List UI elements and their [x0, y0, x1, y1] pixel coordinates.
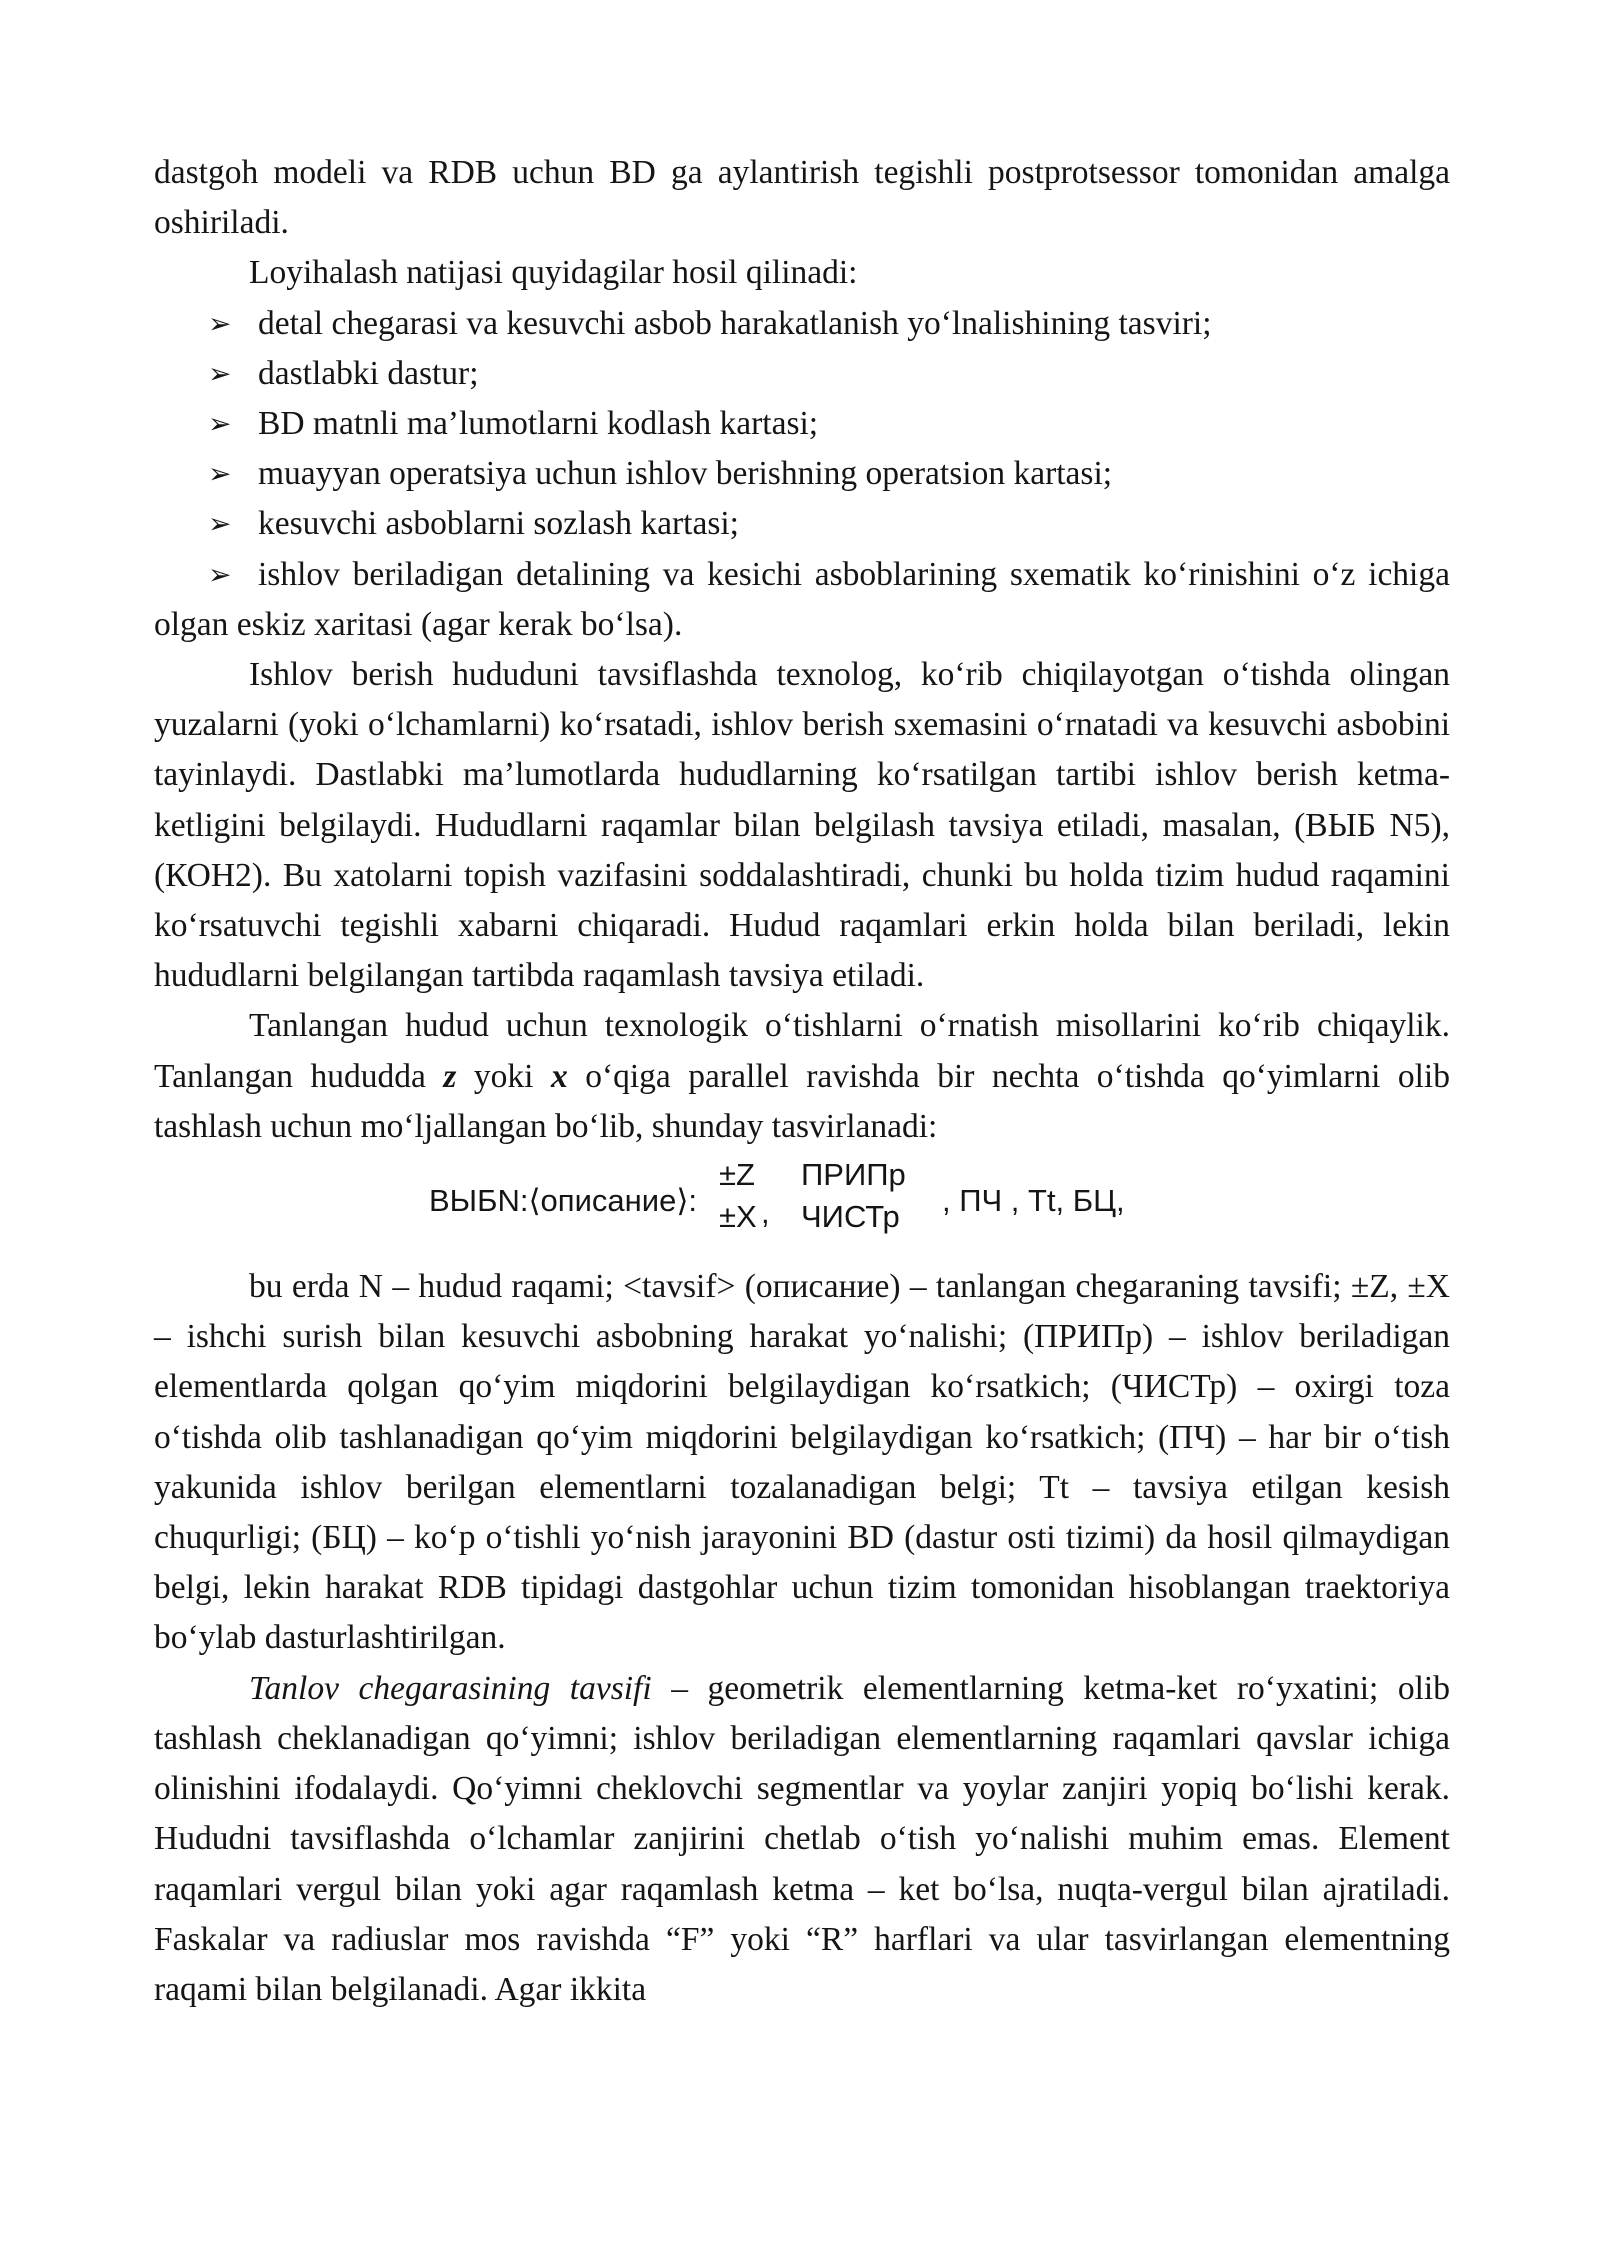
- paragraph-notation-legend: bu erda N – hudud raqami; <tavsif> (описание) – tanlangan chegaraning tavsifi; ±Z, ±X – ishchi surish bilan kesuvchi asbobning harakat yo‘nalishi; (ПРИПр) – ishlov beriladigan elementlarda qolgan qo‘yim miqdorini belgilaydigan ko‘rsatkich; (ЧИСТр) – oxirgi toza o‘tishda olib tashlanadigan qo‘yim miqdorini belgilaydigan ko‘rsatkich; (ПЧ) – har bir o‘tish yakunida ishlov berilgan elementlarni tozalanadigan belgi; Tt – tavsiya etilgan kesish chuqurligi; (БЦ) – ko‘p o‘tishli yo‘nish jarayonini BD (dastur osti tizimi) da hosil qilmaydigan belgi, lekin harakat RDB tipidagi dastgohlar uchun tizim tomonidan hisoblangan traektoriya bo‘ylab dasturlashtirilgan.: [154, 1268, 1450, 1657]
- axis-z-symbol: z: [443, 1057, 457, 1095]
- list-item: [154, 449, 1450, 499]
- list-item: [154, 550, 1450, 650]
- paragraph-zone-description: Ishlov berish hududuni tavsiflashda texnolog, ko‘rib chiqilayotgan o‘tishda olingan yuzalarni (yoki o‘lchamlarni) ko‘rsatadi, ishlov berish sxemasini o‘rnatadi va kesuvchi asbobini tayinlaydi. Dastlabki ma’lumotlarda hududlarning ko‘rsatilgan tartibi ishlov berish ketma-ketligini belgilaydi. Hududlarni raqamlar bilan belgilash tavsiya etiladi, masalan, (ВЫБ N5), (КОН2). Bu xatolarni topish vazifasini soddalashtiradi, chunki bu holda tizim hudud raqamini ko‘rsatuvchi tegishli xabarni chiqaradi. Hudud raqamlari erkin holda bilan beriladi, lekin hududlarni belgilangan tartibda raqamlash tavsiya etiladi.: [154, 656, 1450, 995]
- arrowhead-bullet-icon: ➢: [208, 507, 232, 541]
- list-item-text: ishlov beriladigan detalining va kesichi asboblarining sxematik ko‘rinishini o‘z ichiga olgan eskiz xaritasi (agar kerak bo‘lsa).: [154, 555, 1450, 643]
- arrowhead-bullet-icon: ➢: [208, 457, 232, 491]
- text-run: yoki: [456, 1057, 551, 1095]
- arrowhead-bullet-icon: ➢: [208, 557, 232, 591]
- formula: [154, 1152, 1450, 1262]
- paragraph-results-intro: Loyihalash natijasi quyidagilar hosil qilinadi:: [249, 254, 858, 292]
- formula-denominator-finish: ЧИСТр: [801, 1199, 900, 1235]
- arrowhead-bullet-icon: ➢: [208, 356, 232, 390]
- list-item: [154, 349, 1450, 399]
- list-item: [154, 399, 1450, 449]
- italic-term: Tanlov chegarasining tavsifi: [249, 1669, 652, 1707]
- formula-numerator-allowance: ПРИПр: [801, 1157, 906, 1193]
- text-run: o‘qiga parallel ravishda bir nechta o‘tishda qo‘yimlarni olib tashlash uchun mo‘ljallangan bo‘lib, shunday tasvirlanadi:: [154, 1057, 1450, 1145]
- paragraph-boundary-description: [154, 1664, 1450, 2015]
- formula-tail: , ПЧ , Tt, БЦ,: [942, 1183, 1125, 1219]
- formula-comma: ,: [761, 1195, 770, 1231]
- list-item-text: kesuvchi asboblarni sozlash kartasi;: [258, 505, 739, 543]
- formula-lead: ВЫБN:⟨описание⟩:: [429, 1183, 698, 1219]
- list-item-text: BD matnli ma’lumotlarni kodlash kartasi;: [258, 405, 819, 443]
- paragraph-intro-continuation: dastgoh modeli va RDB uchun BD ga aylantirish tegishli postprotsessor tomonidan amalga oshiriladi.: [154, 154, 1450, 242]
- list-item-text: muayyan operatsiya uchun ishlov berishning operatsion kartasi;: [258, 455, 1113, 493]
- list-item: [154, 299, 1450, 349]
- arrowhead-bullet-icon: ➢: [208, 407, 232, 441]
- formula-numerator-direction: ±Z: [719, 1157, 755, 1193]
- arrowhead-bullet-icon: ➢: [208, 306, 232, 340]
- paragraph-transition-examples: [154, 1001, 1450, 1152]
- list-item-text: detal chegarasi va kesuvchi asbob harakatlanish yo‘lnalishining tasviri;: [258, 304, 1212, 342]
- list-item: [154, 499, 1450, 549]
- formula-denominator-direction: ±X: [719, 1199, 757, 1235]
- axis-x-symbol: x: [550, 1057, 568, 1095]
- text-run: Tanlangan hudud uchun texnologik o‘tishlarni o‘rnatish misollarini ko‘rib chiqaylik. Tanlangan hududda: [154, 1007, 1450, 1095]
- list-item-text: dastlabki dastur;: [258, 354, 479, 392]
- text-run: – geometrik elementlarning ketma-ket ro‘yxatini; olib tashlash cheklanadigan qo‘yimni; ishlov beriladigan elementlarning raqamlari qavslar ichiga olinishini ifodalaydi. Qo‘yimni cheklovchi segmentlar va yoylar zanjiri yopiq bo‘lishi kerak. Hududni tavsiflashda o‘lchamlar zanjirini chetlab o‘tish yo‘nalishi muhim emas. Element raqamlari vergul bilan yoki agar raqamlash ketma – ket bo‘lsa, nuqta-vergul bilan ajratiladi. Faskalar va radiuslar mos ravishda “F” yoki “R” harflari va ular tasvirlangan elementning raqami bilan belgilanadi. Agar ikkita: [154, 1669, 1450, 2008]
